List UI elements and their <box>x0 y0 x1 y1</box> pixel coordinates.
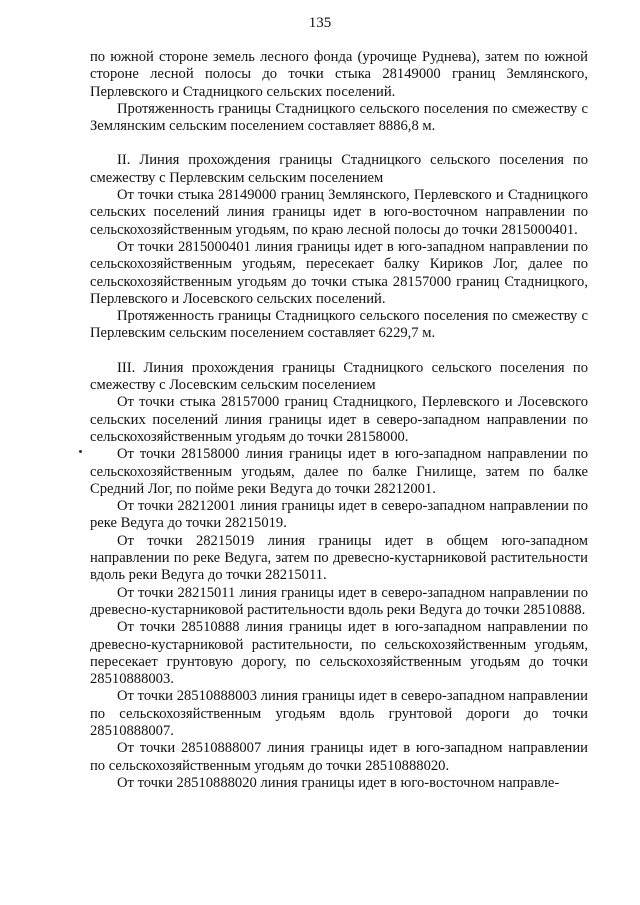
paragraph-11: От точки 28215019 линия границы идет в общем юго-западном направлении по реке Ведуга, затем по древесно-кустарниковой растительности вдоль реки Ведуга до точки 28215011. <box>90 532 588 584</box>
document-body <box>90 49 588 792</box>
paragraph-10: От точки 28212001 линия границы идет в северо-западном направлении по реке Ведуга до точки 28215019. <box>90 498 588 532</box>
paragraph-12: От точки 28215011 линия границы идет в северо-западном направлении по древесно-кустарниковой растительности вдоль реки Ведуга до точки 28510888. <box>90 584 588 618</box>
page-number: 135 <box>308 15 332 31</box>
paragraph-14: От точки 28510888003 линия границы идет в северо-западном направлении по сельскохозяйственным угодьям вдоль грунтовой дороги до точки 28510888007. <box>90 688 588 739</box>
stray-dot-mark <box>79 450 82 453</box>
paragraph-6: Протяженность границы Стадницкого сельского поселения по смежеству с Перлевским сельским поселением составляет 6229,7 м. <box>90 308 588 342</box>
paragraph-1: по южной стороне земель лесного фонда (урочище Руднева), затем по южной стороне лесной полосы до точки стыка 28149000 границ Землянского, Перлевского и Стадницкого сельских поселений. <box>90 49 588 100</box>
paragraph-16: От точки 28510888020 линия границы идет в юго-восточном направле- <box>117 774 560 791</box>
paragraph-8: От точки стыка 28157000 границ Стадницкого, Перлевского и Лосевского сельских поселений линия границы идет в северо-западном направлении по сельскохозяйственным угодьям до точки 28158000. <box>90 394 588 445</box>
paragraph-15: От точки 28510888007 линия границы идет в юго-западном направлении по сельскохозяйственным угодьям до точки 28510888020. <box>90 740 588 774</box>
paragraph-9: От точки 28158000 линия границы идет в юго-западном направлении по сельскохозяйственным угодьям, далее по балке Гнилище, затем по балке Средний Лог, по пойме реки Ведуга до точки 28212001. <box>90 446 588 497</box>
paragraph-5: От точки 2815000401 линия границы идет в юго-западном направлении по сельскохозяйственным угодьям, пересекает балку Кириков Лог, далее по сельскохозяйственным угодьям до точки стыка 28157000 границ Стадницкого, Перлевского и Лосевского сельских поселений. <box>90 238 588 307</box>
paragraph-4: От точки стыка 28149000 границ Землянского, Перлевского и Стадницкого сельских поселений линия границы идет в юго-восточном направлении по сельскохозяйственным угодьям, по краю лесной полосы до точки 2815000401. <box>90 187 588 238</box>
section-heading-2: II. Линия прохождения границы Стадницкого сельского поселения по смежеству с Перлевским сельским поселением <box>90 152 588 186</box>
section-heading-3: III. Линия прохождения границы Стадницкого сельского поселения по смежеству с Лосевским сельским поселением <box>90 359 588 394</box>
paragraph-2: Протяженность границы Стадницкого сельского поселения по смежеству с Землянским сельским поселением составляет 8886,8 м. <box>90 100 588 135</box>
paragraph-13: От точки 28510888 линия границы идет в юго-западном направлении по древесно-кустарниковой растительности, по сельскохозяйственным угодьям, пересекает грунтовую дорогу, по сельскохозяйственным угодьям до точки 28510888003. <box>90 619 588 688</box>
